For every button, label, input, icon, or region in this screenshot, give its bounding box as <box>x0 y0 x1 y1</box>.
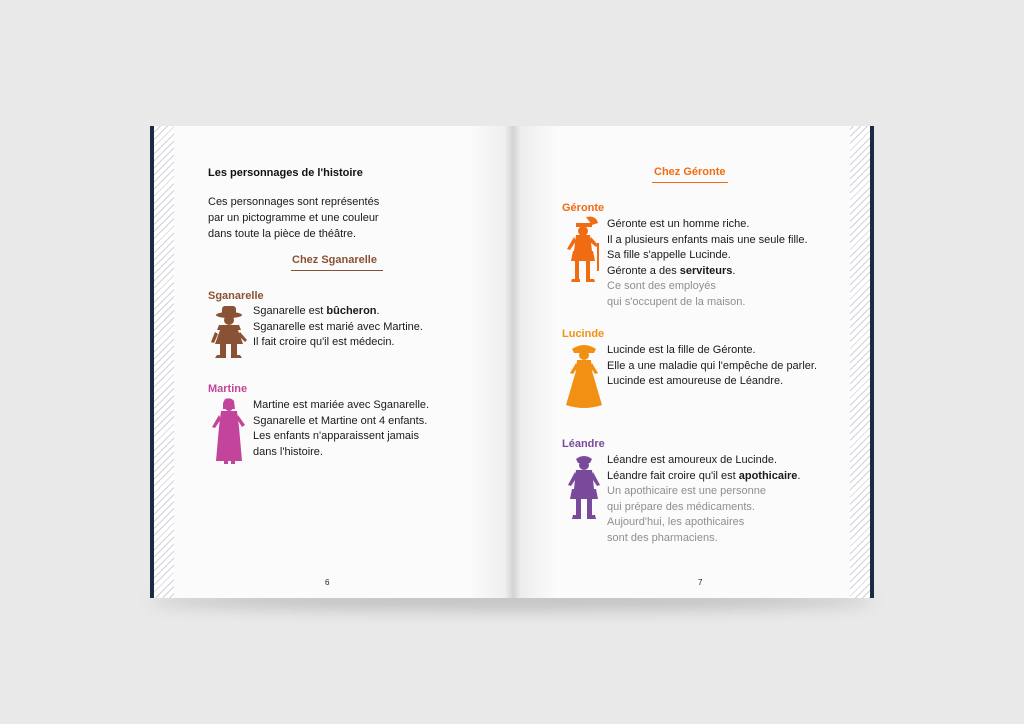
martine-line: dans l'histoire. <box>253 445 323 458</box>
geronte-text <box>607 217 808 311</box>
martine-line: Sganarelle et Martine ont 4 enfants. <box>253 414 428 427</box>
book-gutter <box>505 126 521 598</box>
nobleman-figure-icon <box>562 215 606 285</box>
page-title: Les personnages de l'histoire <box>208 167 363 179</box>
right-page-edge <box>850 126 874 598</box>
section-underline <box>291 270 383 271</box>
character-name-geronte: Géronte <box>562 202 605 214</box>
sganarelle-line <box>253 304 423 320</box>
lucinde-line: Lucinde est la fille de Géronte. <box>607 344 756 356</box>
intro-text <box>208 194 379 242</box>
leandre-line: Léandre est amoureux de Lucinde. <box>607 454 778 466</box>
character-name-martine: Martine <box>208 383 248 395</box>
lucinde-line: Lucinde est amoureuse de Léandre. <box>607 375 784 388</box>
text-span: Léandre fait croire qu'il est <box>607 469 739 482</box>
leandre-line <box>607 469 800 485</box>
text-span: Géronte a des <box>607 264 680 277</box>
text-span: . <box>732 264 736 277</box>
text-span: . <box>376 305 380 317</box>
bold-word: bûcheron <box>326 305 377 317</box>
bold-word: serviteurs <box>679 264 733 277</box>
character-name-leandre: Léandre <box>562 438 605 450</box>
section-title-sganarelle: Chez Sganarelle <box>292 254 377 266</box>
geronte-line <box>607 264 808 280</box>
intro-line: par un pictogramme et une couleur <box>208 212 379 224</box>
martine-line: Martine est mariée avec Sganarelle. <box>253 399 430 411</box>
leandre-explanation-line: sont des pharmaciens. <box>607 531 718 544</box>
sganarelle-text <box>253 304 423 351</box>
sganarelle-line: Sganarelle est marié avec Martine. <box>253 320 423 333</box>
page-number-right: 7 <box>698 578 703 587</box>
woman-figure-icon <box>209 397 249 465</box>
intro-line: dans toute la pièce de théâtre. <box>208 228 356 240</box>
character-name-sganarelle: Sganarelle <box>208 290 264 302</box>
geronte-explanation-line: qui s'occupent de la maison. <box>607 295 746 308</box>
page-number-left: 6 <box>325 578 330 587</box>
geronte-line: Il a plusieurs enfants mais une seule fille. <box>607 233 808 246</box>
character-name-lucinde: Lucinde <box>562 328 605 340</box>
lucinde-line: Elle a une maladie qui l'empêche de parler. <box>607 359 818 372</box>
martine-text <box>253 398 429 460</box>
lady-figure-icon <box>562 343 606 411</box>
intro-line: Ces personnages sont représentés <box>208 196 380 208</box>
leandre-explanation-line: qui prépare des médicaments. <box>607 500 755 513</box>
leandre-explanation-line: Aujourd'hui, les apothicaires <box>607 516 745 529</box>
geronte-explanation-line: Ce sont des employés <box>607 280 716 293</box>
lucinde-text <box>607 343 817 390</box>
martine-line: Les enfants n'apparaissent jamais <box>253 430 419 443</box>
leandre-text <box>607 453 800 547</box>
geronte-line: Sa fille s'appelle Lucinde. <box>607 249 731 262</box>
gentleman-figure-icon <box>562 453 606 523</box>
bold-word: apothicaire <box>738 469 798 482</box>
section-title-geronte: Chez Géronte <box>654 166 726 178</box>
leandre-explanation-line: Un apothicaire est une personne <box>607 485 766 498</box>
text-span: Sganarelle est <box>253 305 327 317</box>
geronte-line: Géronte est un homme riche. <box>607 218 750 230</box>
left-page-edge <box>150 126 174 598</box>
text-span: . <box>797 469 801 482</box>
section-underline <box>652 182 728 183</box>
sganarelle-line: Il fait croire qu'il est médecin. <box>253 336 395 349</box>
woodcutter-figure-icon <box>207 304 251 360</box>
